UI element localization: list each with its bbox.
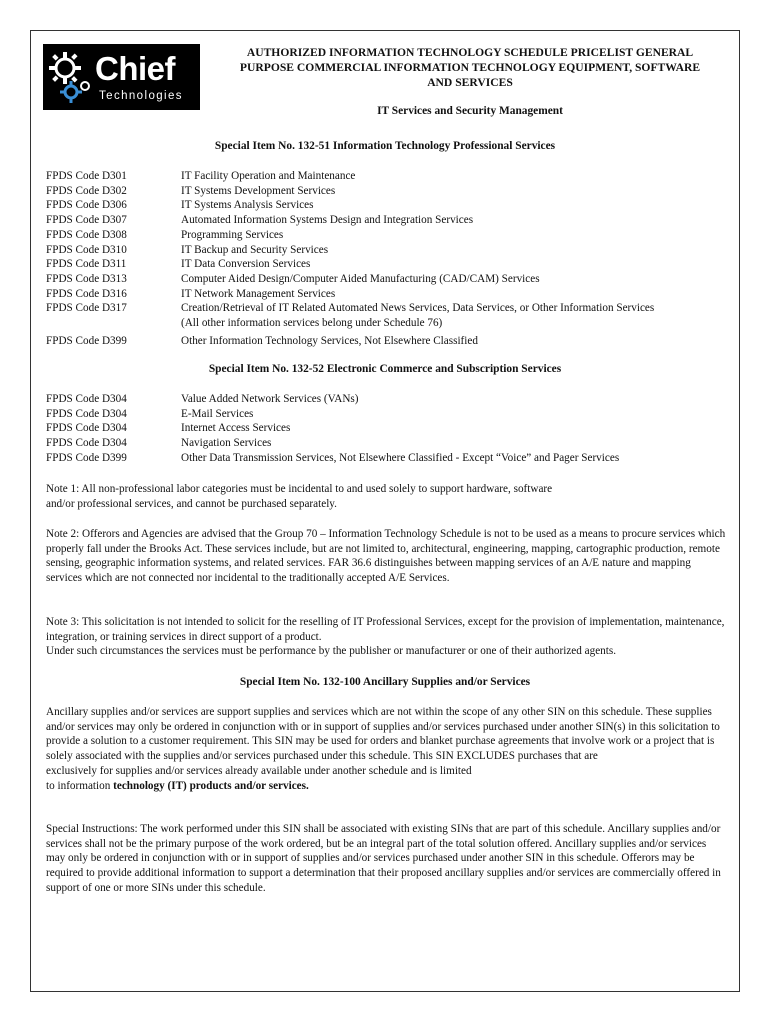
section-1-code-list: [46, 169, 731, 348]
code-row: [46, 436, 731, 451]
special-instructions-text: Special Instructions: The work performed under this SIN shall be associated with existing SINs that are part of this schedule. Ancillary supplies and/or services shall not be the primary purpose of the work ordered, but be an integral part of the total solution offered. Ancillary supplies and/or services may only be ordered in conjunction with or in support of supplies and/or services purchased under another SIN in this schedule. Offerors may be required to provide additional information to support a determination that their proposed ancillary supplies and/or services are commercially offered in support of one or more SINs under this schedule.: [46, 823, 721, 894]
ancillary-paragraph: [46, 705, 726, 793]
company-logo: [43, 44, 200, 110]
fpds-code: FPDS Code D317: [46, 302, 127, 315]
service-description: E-Mail Services: [181, 407, 254, 420]
fpds-code: FPDS Code D313: [46, 272, 127, 285]
ancillary-text-line-3: [46, 779, 726, 794]
code-row: [46, 257, 731, 272]
section-2-code-list: [46, 392, 731, 466]
fpds-code: FPDS Code D308: [46, 228, 127, 241]
service-description: Other Data Transmission Services, Not Elsewhere Classified - Except “Voice” and Pager Services: [181, 451, 620, 464]
note-3-text: Note 3: This solicitation is not intended to solicit for the reselling of IT Professional Services, except for the provision of implementation, maintenance, integration, or training services in direct support of a product.: [46, 616, 725, 643]
note-3-continuation: Under such circumstances the services must be performance by the publisher or manufacturer or one of their authorized agents.: [46, 645, 617, 658]
service-description: Internet Access Services: [181, 422, 291, 435]
service-description: IT Network Management Services: [181, 287, 336, 300]
code-row: [46, 421, 731, 436]
code-row: [46, 287, 731, 302]
special-instructions: [46, 822, 726, 896]
code-row: [46, 334, 731, 349]
code-row: [46, 213, 731, 228]
code-row: [46, 184, 731, 199]
code-row: [46, 407, 731, 422]
title-line-3: AND SERVICES: [427, 76, 513, 89]
document-title: [205, 45, 735, 90]
fpds-code: FPDS Code D311: [46, 258, 127, 271]
logo-subtitle: Technologies: [99, 90, 183, 102]
ancillary-text-plain: to information: [46, 779, 114, 792]
ancillary-text-line-2: exclusively for supplies and/or services already available under another schedule and is limited: [46, 764, 472, 777]
note-2-text: Note 2: Offerors and Agencies are advised that the Group 70 – Information Technology Schedule is not to be used as a means to procure services which properly fall under the Brooks Act. These services include, but are not limited to, architectural, engineering, mapping, cartographic production, remote sensing, geographic information systems, and related services. FAR 36.6 distinguishes between mapping services of an A/E nature and mapping services which are not connected nor incidental to the traditionally accepted A/E Services.: [46, 528, 726, 585]
service-description: Navigation Services: [181, 437, 272, 450]
fpds-code: FPDS Code D302: [46, 184, 127, 197]
section-3-heading: Special Item No. 132-100 Ancillary Supplies and/or Services: [239, 676, 531, 688]
fpds-code: FPDS Code D310: [46, 243, 127, 256]
section-2-heading: Special Item No. 132-52 Electronic Commerce and Subscription Services: [208, 363, 562, 375]
note-1-line-2: and/or professional services, and cannot be purchased separately.: [46, 497, 337, 510]
service-description: Computer Aided Design/Computer Aided Manufacturing (CAD/CAM) Services: [181, 272, 540, 285]
service-description: IT Backup and Security Services: [181, 243, 329, 256]
code-row: [46, 169, 731, 184]
fpds-code: FPDS Code D399: [46, 334, 127, 347]
code-row: [46, 228, 731, 243]
fpds-code: FPDS Code D304: [46, 407, 127, 420]
service-description: Creation/Retrieval of IT Related Automated News Services, Data Services, or Other Information Services: [181, 302, 655, 315]
code-row: [46, 272, 731, 287]
note-1: [46, 482, 726, 511]
service-description: IT Systems Analysis Services: [181, 199, 314, 212]
document-subtitle: IT Services and Security Management: [377, 105, 563, 117]
fpds-code: FPDS Code D316: [46, 287, 127, 300]
fpds-code: FPDS Code D306: [46, 199, 127, 212]
section-1-heading: Special Item No. 132-51 Information Technology Professional Services: [214, 140, 556, 152]
fpds-code: [46, 316, 181, 331]
code-row: [46, 301, 731, 316]
code-row: [46, 451, 731, 466]
code-row: [46, 392, 731, 407]
service-description: Automated Information Systems Design and Integration Services: [181, 214, 474, 227]
service-description: IT Data Conversion Services: [181, 258, 311, 271]
service-description: IT Systems Development Services: [181, 184, 336, 197]
fpds-code: FPDS Code D399: [46, 451, 127, 464]
fpds-code: FPDS Code D307: [46, 214, 127, 227]
fpds-code: FPDS Code D304: [46, 422, 127, 435]
fpds-code: FPDS Code D301: [46, 170, 127, 182]
note-1-line-1: Note 1: All non-professional labor categories must be incidental to and used solely to support hardware, software: [46, 483, 553, 495]
code-row: [46, 243, 731, 258]
service-description: IT Facility Operation and Maintenance: [181, 170, 356, 182]
code-row: [46, 316, 731, 331]
note-2: [46, 527, 726, 586]
service-description: (All other information services belong under Schedule 76): [181, 317, 443, 330]
gear-icon: [45, 46, 97, 108]
service-description: Value Added Network Services (VANs): [181, 393, 359, 405]
service-description: Programming Services: [181, 228, 284, 241]
note-3: [46, 615, 726, 659]
service-description: Other Information Technology Services, Not Elsewhere Classified: [181, 334, 478, 347]
ancillary-text-bold: technology (IT) products and/or services.: [113, 779, 309, 792]
fpds-code: FPDS Code D304: [46, 437, 127, 450]
title-line-2: PURPOSE COMMERCIAL INFORMATION TECHNOLOGY EQUIPMENT, SOFTWARE: [239, 61, 701, 74]
logo-wordmark: Chief: [95, 50, 175, 87]
fpds-code: FPDS Code D304: [46, 393, 127, 405]
title-line-1: AUTHORIZED INFORMATION TECHNOLOGY SCHEDULE PRICELIST GENERAL: [246, 46, 694, 59]
ancillary-text: Ancillary supplies and/or services are support supplies and services which are not within the scope of any other SIN on this schedule. These supplies and/or services may only be ordered in conjunction with or in support of supplies and/or services purchased under another SIN(s) in this solicitation to provide a solution to a customer requirement. This SIN may be used for orders and blanket purchase agreements that involve work or a project that is solely associated with the supplies and/or services purchased under this schedule. This SIN EXCLUDES purchases that are: [46, 706, 720, 763]
code-row: [46, 198, 731, 213]
